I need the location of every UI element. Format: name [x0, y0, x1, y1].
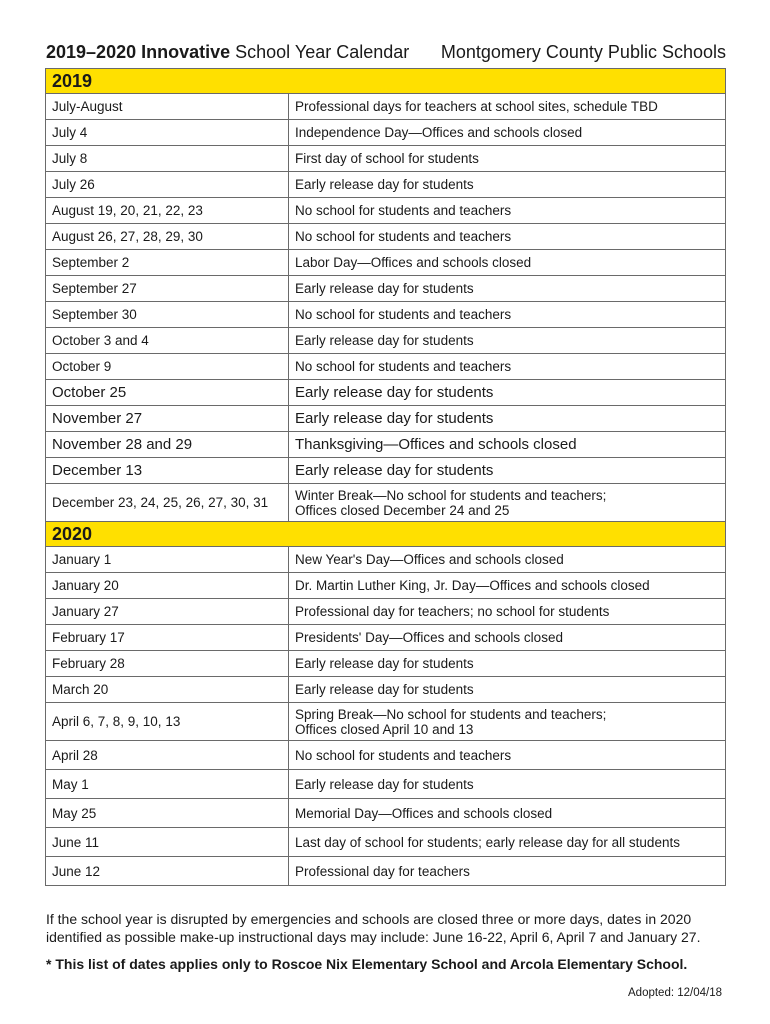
description-cell: [289, 406, 726, 432]
table-row: [46, 799, 726, 828]
date-cell: January 27: [46, 599, 289, 625]
table-row: [46, 328, 726, 354]
description-cell: [289, 799, 726, 828]
year-header-row: [46, 69, 726, 94]
table-row: [46, 828, 726, 857]
date-cell: August 19, 20, 21, 22, 23: [46, 198, 289, 224]
table-row: [46, 120, 726, 146]
date-cell: February 17: [46, 625, 289, 651]
description-cell: [289, 857, 726, 886]
description-line: No school for students and teachers: [295, 359, 512, 374]
date-cell: September 27: [46, 276, 289, 302]
date-cell: May 25: [46, 799, 289, 828]
year-label: 2019: [46, 69, 726, 94]
description-line: Dr. Martin Luther King, Jr. Day—Offices and schools closed: [295, 578, 650, 593]
description-line: Presidents' Day—Offices and schools closed: [295, 630, 563, 645]
page-title-bold: 2019–2020 Innovative: [46, 42, 231, 62]
description-line: Early release day for students: [295, 281, 474, 296]
description-cell: [289, 828, 726, 857]
year-label: 2020: [46, 522, 726, 547]
description-cell: [289, 198, 726, 224]
year-header-row: [46, 522, 726, 547]
date-cell: November 27: [46, 406, 289, 432]
date-cell: November 28 and 29: [46, 432, 289, 458]
description-line: New Year's Day—Offices and schools closed: [295, 552, 564, 567]
table-row: [46, 857, 726, 886]
description-cell: [289, 770, 726, 799]
makeup-days-footnote: If the school year is disrupted by emergencies and schools are closed three or more days, dates in 2020 identified as possible make-up instructional days may include: June 16-22, April 6, April 7 and January 27.: [46, 911, 701, 945]
table-row: [46, 406, 726, 432]
description-cell: [289, 224, 726, 250]
description-cell: [289, 651, 726, 677]
table-row: [46, 625, 726, 651]
date-cell: June 11: [46, 828, 289, 857]
table-row: [46, 703, 726, 741]
date-cell: August 26, 27, 28, 29, 30: [46, 224, 289, 250]
date-cell: January 20: [46, 573, 289, 599]
date-cell: October 3 and 4: [46, 328, 289, 354]
date-cell: April 28: [46, 741, 289, 770]
table-row: [46, 224, 726, 250]
table-row: [46, 573, 726, 599]
description-line: Spring Break—No school for students and teachers;: [295, 706, 607, 722]
calendar-body: [46, 69, 726, 886]
description-line: Last day of school for students; early release day for all students: [295, 834, 680, 850]
description-line: Early release day for students: [295, 656, 474, 671]
description-cell: [289, 328, 726, 354]
date-cell: October 25: [46, 380, 289, 406]
table-row: [46, 380, 726, 406]
table-row: [46, 94, 726, 120]
date-cell: July 8: [46, 146, 289, 172]
description-line: Early release day for students: [295, 333, 474, 348]
description-cell: [289, 276, 726, 302]
description-cell: [289, 484, 726, 522]
description-line: Early release day for students: [295, 682, 474, 697]
description-line: No school for students and teachers: [295, 307, 512, 322]
description-line: Memorial Day—Offices and schools closed: [295, 805, 553, 821]
table-row: [46, 198, 726, 224]
date-cell: July 26: [46, 172, 289, 198]
description-line: No school for students and teachers: [295, 203, 512, 218]
description-cell: [289, 302, 726, 328]
table-row: [46, 651, 726, 677]
table-row: [46, 484, 726, 522]
date-cell: December 13: [46, 458, 289, 484]
table-row: [46, 741, 726, 770]
description-line: Independence Day—Offices and schools closed: [295, 125, 583, 140]
description-cell: [289, 677, 726, 703]
description-line: Early release day for students: [295, 384, 494, 401]
table-row: [46, 770, 726, 799]
table-row: [46, 302, 726, 328]
table-row: [46, 599, 726, 625]
date-cell: July-August: [46, 94, 289, 120]
table-row: [46, 432, 726, 458]
date-cell: October 9: [46, 354, 289, 380]
description-line: Offices closed April 10 and 13: [295, 721, 474, 737]
date-cell: December 23, 24, 25, 26, 27, 30, 31: [46, 484, 289, 522]
table-row: [46, 354, 726, 380]
description-cell: [289, 599, 726, 625]
description-cell: [289, 380, 726, 406]
table-row: [46, 250, 726, 276]
date-cell: April 6, 7, 8, 9, 10, 13: [46, 703, 289, 741]
description-line: Winter Break—No school for students and teachers;: [295, 487, 607, 503]
description-cell: [289, 458, 726, 484]
date-cell: September 30: [46, 302, 289, 328]
date-cell: September 2: [46, 250, 289, 276]
date-cell: June 12: [46, 857, 289, 886]
description-cell: [289, 172, 726, 198]
date-cell: March 20: [46, 677, 289, 703]
page-title-rest: School Year Calendar: [230, 42, 410, 62]
page-title: [46, 42, 409, 63]
date-cell: February 28: [46, 651, 289, 677]
description-cell: [289, 573, 726, 599]
description-line: Thanksgiving—Offices and schools closed: [295, 436, 577, 453]
date-cell: July 4: [46, 120, 289, 146]
description-cell: [289, 625, 726, 651]
description-cell: [289, 250, 726, 276]
description-line: Early release day for students: [295, 410, 494, 427]
table-row: [46, 677, 726, 703]
table-row: [46, 172, 726, 198]
description-line: Professional day for teachers; no school for students: [295, 604, 610, 619]
page-header: [46, 42, 726, 68]
description-line: Offices closed December 24 and 25: [295, 502, 510, 518]
adopted-date: Adopted: 12/04/18: [628, 987, 722, 999]
organization-name: Montgomery County Public Schools: [440, 42, 726, 62]
date-cell: May 1: [46, 770, 289, 799]
table-row: [46, 276, 726, 302]
applicability-note: * This list of dates applies only to Roscoe Nix Elementary School and Arcola Elementary School.: [46, 956, 688, 972]
description-cell: [289, 146, 726, 172]
description-line: Professional day for teachers: [295, 863, 470, 879]
calendar-table: [45, 68, 726, 886]
description-cell: [289, 741, 726, 770]
description-cell: [289, 94, 726, 120]
description-cell: [289, 432, 726, 458]
description-line: Early release day for students: [295, 776, 474, 792]
table-row: [46, 458, 726, 484]
description-line: No school for students and teachers: [295, 747, 512, 763]
description-line: First day of school for students: [295, 151, 479, 166]
description-line: Early release day for students: [295, 177, 474, 192]
description-cell: [289, 547, 726, 573]
description-line: Early release day for students: [295, 462, 494, 479]
description-cell: [289, 354, 726, 380]
description-line: Professional days for teachers at school sites, schedule TBD: [295, 99, 658, 114]
description-cell: [289, 120, 726, 146]
date-cell: January 1: [46, 547, 289, 573]
description-line: Labor Day—Offices and schools closed: [295, 255, 532, 270]
table-row: [46, 146, 726, 172]
description-line: No school for students and teachers: [295, 229, 512, 244]
table-row: [46, 547, 726, 573]
description-cell: [289, 703, 726, 741]
